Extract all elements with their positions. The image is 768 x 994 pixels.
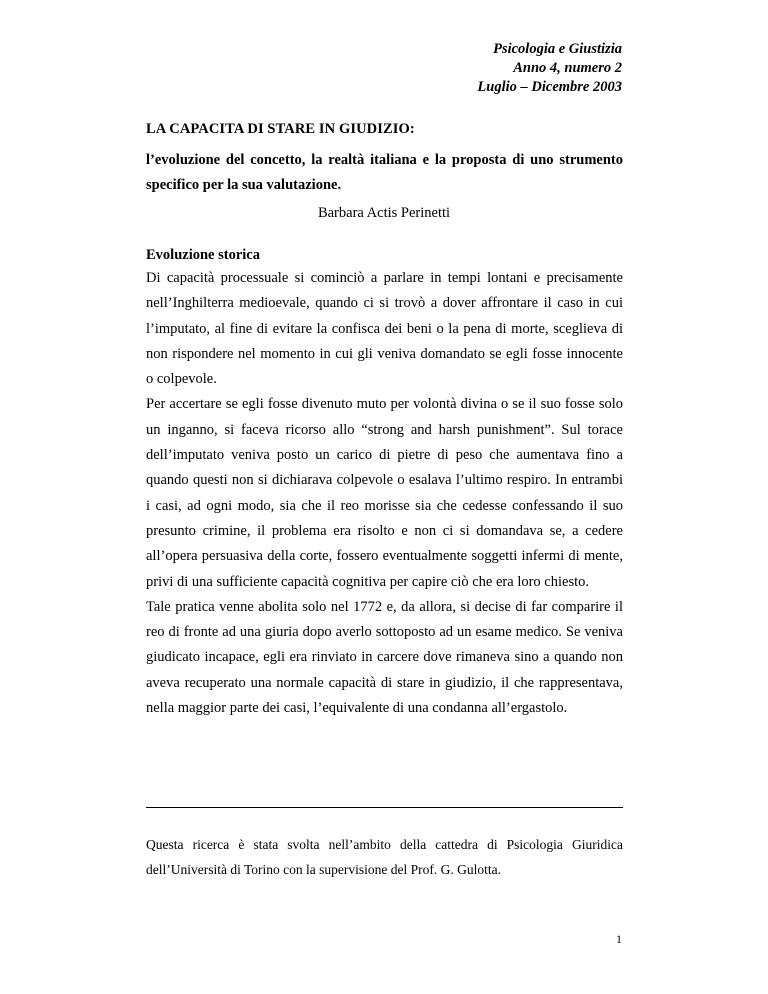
journal-issue: Anno 4, numero 2 (513, 60, 622, 76)
article-author: Barbara Actis Perinetti (317, 205, 451, 221)
paragraph: Per accertare se egli fosse divenuto muto per volontà divina o se il suo fosse solo un inganno, si faceva ricorso allo “strong and harsh punishment”. Sul torace dell’imputato veniva posto un carico di pietre di peso che aumentava fino a quando questi non si dichiarava colpevole o esalava l’ultimo respiro. In entrambi i casi, ad ogni modo, sia che il reo morisse sia che cedesse confessando il suo presunto crimine, il problema era risolto e non ci si domandava se, a cedere all’opera persuasiva della corte, fossero eventualmente soggetti infermi di mente, privi di una sufficiente capacità cognitiva per capire ciò che era loro chiesto. (146, 396, 623, 590)
paragraph: Di capacità processuale si cominciò a parlare in tempi lontani e precisamente nell’Inghilterra medioevale, quando ci si trovò a dover affrontare il caso in cui l’imputato, al fine di evitare la confisca dei beni o la pena di morte, sceglieva di non rispondere nel momento in cui gli veniva domandato se egli fosse innocente o colpevole. (146, 270, 623, 388)
article-title: LA CAPACITA DI STARE IN GIUDIZIO: (146, 121, 415, 137)
section-heading: Evoluzione storica (146, 247, 260, 263)
journal-header (477, 40, 622, 97)
body-text (146, 266, 623, 721)
footnote-divider (146, 807, 623, 808)
footnote: Questa ricerca è stata svolta nell’ambito della cattedra di Psicologia Giuridica dell’Università di Torino con la supervisione del Prof. G. Gulotta. (146, 837, 623, 877)
journal-period: Luglio – Dicembre 2003 (477, 79, 622, 95)
paragraph: Tale pratica venne abolita solo nel 1772 e, da allora, si decise di far comparire il reo di fronte ad una giuria dopo averlo sottoposto ad un esame medico. Se veniva giudicato incapace, egli era rinviato in carcere dove rimaneva sino a quando non aveva recuperato una normale capacità di stare in giudizio, il che rappresentava, nella maggior parte dei casi, l’equivalente di una condanna all’ergastolo. (146, 598, 623, 717)
page-number: 1 (616, 932, 622, 946)
journal-name: Psicologia e Giustizia (493, 41, 622, 57)
article-subtitle: l’evoluzione del concetto, la realtà italiana e la proposta di uno strumento specifico per la sua valutazione. (146, 152, 623, 193)
